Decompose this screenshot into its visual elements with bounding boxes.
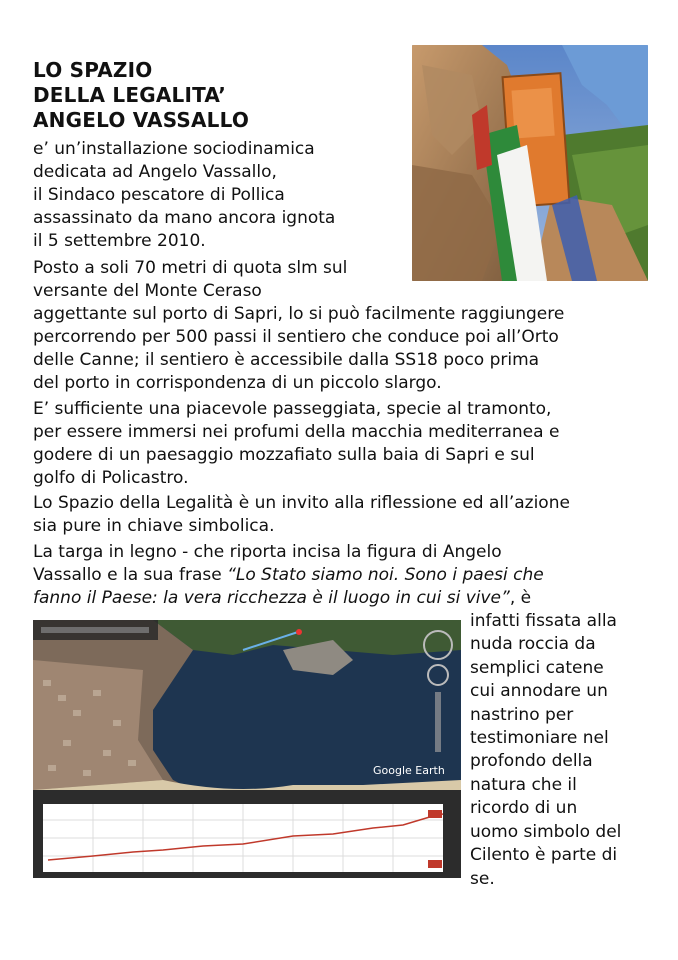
right-line-7: profondo della [470,751,593,771]
body-line-12: E’ sufficiente una piacevole passeggiata, specie al tramonto, [33,399,552,419]
body-line-13: per essere immersi nei profumi della macchia mediterranea e [33,422,560,442]
right-line-4: cui annodare un [470,681,608,701]
body-line-10: delle Canne; il sentiero è accessibile dalla SS18 poco prima [33,350,540,370]
right-line-8: natura che il [470,775,577,795]
map-illustration [33,620,461,878]
quote-line-1-quote: “Lo Stato siamo noi. Sono i paesi che [227,565,544,585]
right-line-6: testimoniare nel [470,728,609,748]
plaque-photo-illustration [412,45,648,281]
body-line-7: versante del Monte Ceraso [33,281,262,301]
document-title [33,58,249,133]
body-line-8: aggettante sul porto di Sapri, lo si può facilmente raggiungere [33,304,565,324]
body-line-5: il 5 settembre 2010. [33,231,206,251]
title-line-3: ANGELO VASSALLO [33,108,250,132]
body-line-1: e’ un’installazione sociodinamica [33,139,315,159]
right-line-12: se. [470,869,495,889]
body-line-16: Lo Spazio della Legalità è un invito alla riflessione ed all’azione [33,493,570,513]
body-line-17: sia pure in chiave simbolica. [33,516,275,536]
right-line-2: nuda roccia da [470,634,596,654]
google-earth-map-image [33,620,461,878]
quote-line-2-quote: fanno il Paese: la vera ricchezza è il luogo in cui si vive” [33,588,510,608]
right-line-5: nastrino per [470,705,574,725]
right-line-9: ricordo di un [470,798,578,818]
body-line-11: del porto in corrispondenza di un piccolo slargo. [33,373,442,393]
right-line-11: Cilento è parte di [470,845,618,865]
body-line-4: assassinato da mano ancora ignota [33,208,336,228]
right-line-3: semplici catene [470,658,604,678]
body-line-2: dedicata ad Angelo Vassallo, [33,162,277,182]
right-line-10: uomo simbolo del [470,822,622,842]
body-line-3: il Sindaco pescatore di Pollica [33,185,285,205]
body-line-9: percorrendo per 500 passi il sentiero che conduce poi all’Orto [33,327,559,347]
title-line-2: DELLA LEGALITA’ [33,83,227,107]
map-watermark: Google Earth [373,764,445,777]
body-line-18: La targa in legno - che riporta incisa la figura di Angelo [33,542,502,562]
quote-line-1 [33,564,544,587]
right-line-1: infatti fissata alla [470,611,617,631]
body-line-15: golfo di Policastro. [33,468,189,488]
title-line-1: LO SPAZIO [33,58,153,82]
body-line-14: godere di un paesaggio mozzafiato sulla baia di Sapri e sul [33,445,535,465]
quote-line-2-suffix: , è [509,588,532,608]
quote-line-2 [33,587,531,610]
quote-line-1-prefix: Vassallo e la sua frase [33,565,228,585]
plaque-photo [412,45,648,281]
body-line-6: Posto a soli 70 metri di quota slm sul [33,258,348,278]
